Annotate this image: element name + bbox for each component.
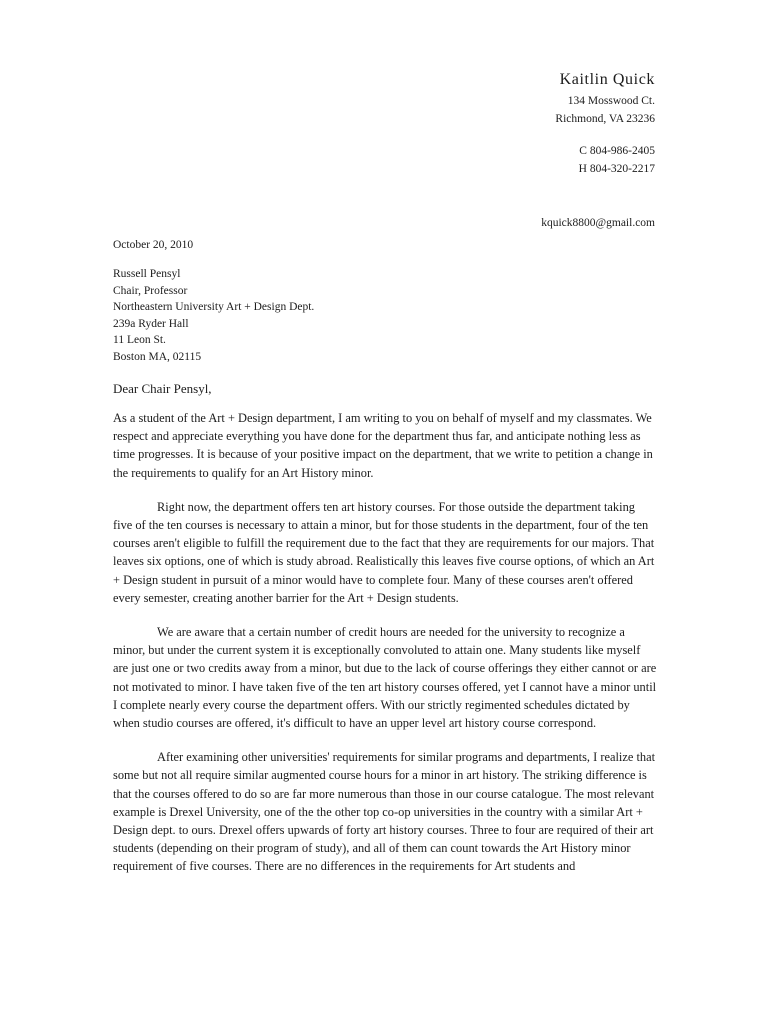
body-paragraph: As a student of the Art + Design department, I am writing to you on behalf of myself and my classmates. We respect and appreciate everything you have done for the department thus far, and anticipate nothing less as time progresses. It is because of your positive impact on the department, that we write to petition a change in the requirements to qualify for an Art History minor.: [113, 411, 653, 480]
body-paragraph: Right now, the department offers ten art history courses. For those outside the department taking five of the ten courses is necessary to attain a minor, but for those students in the department, four of the ten courses aren't eligible to fulfill the requirement due to the fact that they are requirements for our majors. That leaves six options, one of which is study abroad. Realistically this leaves five course options, of which an Art + Design student in pursuit of a minor would have to complete four. Many of these courses aren't offered every semester, creating another barrier for the Art + Design students.: [113, 499, 655, 605]
sender-city: Richmond, VA 23236: [555, 113, 655, 125]
recipient-name: Russell Pensyl: [113, 268, 181, 280]
recipient-room: 239a Ryder Hall: [113, 317, 189, 330]
letter-date: October 20, 2010: [113, 239, 194, 251]
recipient-street: 11 Leon St.: [113, 334, 166, 347]
sender-email: kquick8800@gmail.com: [541, 217, 655, 229]
letter-body: [113, 409, 657, 892]
body-paragraph: We are aware that a certain number of credit hours are needed for the university to recognize a minor, but under the current system it is exceptionally convoluted to attain one. Many students like myself are just one or two credits away from a minor, but due to the lack of course offerings they either cannot or are not motivated to minor. I have taken five of the ten art history courses offered, yet I cannot have a minor until I complete nearly every course the department offers. With our strictly regimented schedules dictated by when studio courses are offered, it's difficult to have an upper level art history course correspond.: [113, 625, 657, 731]
salutation: Dear Chair Pensyl,: [113, 381, 212, 396]
recipient-block: [113, 266, 314, 366]
sender-cell-phone: C 804-986-2405: [579, 145, 655, 157]
sender-street: 134 Mosswood Ct.: [567, 95, 655, 107]
recipient-city: Boston MA, 02115: [113, 350, 202, 363]
sender-home-phone: H 804-320-2217: [578, 163, 655, 175]
sender-name: Kaitlin Quick: [559, 71, 655, 88]
recipient-organization: Northeastern University Art + Design Dept.: [113, 301, 315, 314]
body-paragraph: After examining other universities' requirements for similar programs and departments, I realize that some but not all require similar augmented course hours for a minor in art history. The striking difference is that the courses offered to do so are far more numerous than those in our course catalogue. The most relevant example is Drexel University, one of the the other top co-op universities in the country with a similar Art + Design dept. to ours. Drexel offers upwards of forty art history courses. Three to four are required of their art students (depending on their program of study), and all of them can count towards the Art History minor requirement of five courses. There are no differences in the requirements for Art students and: [113, 750, 656, 874]
recipient-title: Chair, Professor: [113, 284, 188, 297]
sender-block: [541, 70, 655, 232]
